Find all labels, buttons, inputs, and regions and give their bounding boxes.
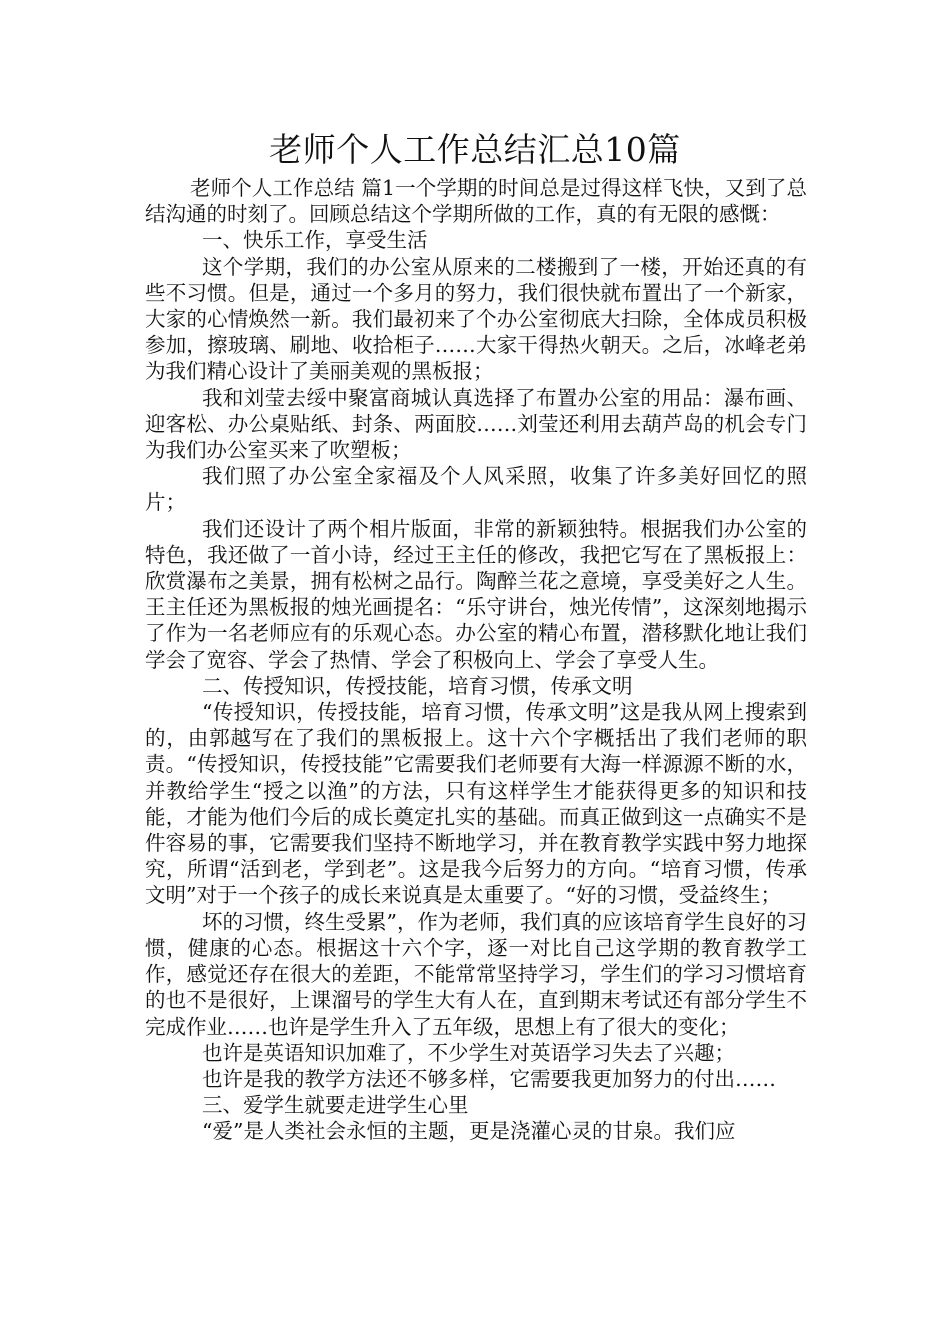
body-paragraph: 我们还设计了两个相片版面，非常的新颖独特。根据我们办公室的特色，我还做了一首小诗，经过王主任的修改，我把它写在了黑板报上：欣赏瀑布之美景，拥有松树之品行。陶醉兰花之意境，享受美好之人生。王主任还为黑板报的烛光画提名：“乐守讲台，烛光传情”，这深刻地揭示了作为一名老师应有的乐观心态。办公室的精心布置，潜移默化地让我们学会了宽容、学会了热情、学会了积极向上、学会了享受人生。	[145, 516, 807, 672]
body-paragraph: 我们照了办公室全家福及个人风采照，收集了许多美好回忆的照片；	[145, 464, 807, 515]
body-paragraph: 也许是我的教学方法还不够多样，它需要我更加努力的付出……	[202, 1066, 776, 1091]
body-paragraph: “传授知识，传授技能，培育习惯，传承文明”这是我从网上搜索到的，由郭越写在了我们的黑板报上。这十六个字概括出了我们老师的职责。“传授知识，传授技能”它需要我们老师要有大海一样源源不断的水，并教给学生“授之以渔”的方法，只有这样学生才能获得更多的知识和技能，才能为他们今后的成长奠定扎实的基础。而真正做到这一点确实不是件容易的事，它需要我们坚持不断地学习，并在教育教学实践中努力地探究，所谓“活到老，学到老”。这是我今后努力的方向。“培育习惯，传承文明”对于一个孩子的成长来说真是太重要了。“好的习惯，受益终生；	[145, 700, 807, 908]
page-title: 老师个人工作总结汇总10篇	[269, 130, 681, 169]
section-heading-3: 三、爱学生就要走进学生心里	[202, 1093, 469, 1118]
body-paragraph: “爱”是人类社会永恒的主题，更是浇灌心灵的甘泉。我们应	[202, 1119, 736, 1144]
document-body	[145, 175, 807, 1145]
body-paragraph: 这个学期，我们的办公室从原来的二楼搬到了一楼，开始还真的有些不习惯。但是，通过一个多月的努力，我们很快就布置出了一个新家，大家的心情焕然一新。我们最初来了个办公室彻底大扫除，全体成员积极参加，擦玻璃、刷地、收拾柜子……大家干得热火朝天。之后，冰峰老弟为我们精心设计了美丽美观的黑板报；	[145, 254, 807, 384]
body-paragraph: 坏的习惯，终生受累”，作为老师，我们真的应该培育学生良好的习惯，健康的心态。根据这十六个字，逐一对比自己这学期的教育教学工作，感觉还存在很大的差距，不能常常坚持学习，学生们的学习习惯培育的也不是很好，上课溜号的学生大有人在，直到期末考试还有部分学生不完成作业……也许是学生升入了五年级，思想上有了很大的变化；	[145, 909, 807, 1039]
intro-paragraph: 老师个人工作总结 篇1一个学期的时间总是过得这样飞快，又到了总结沟通的时刻了。回顾总结这个学期所做的工作，真的有无限的感慨：	[145, 176, 807, 227]
body-paragraph: 也许是英语知识加难了，不少学生对英语学习失去了兴趣；	[202, 1040, 735, 1065]
section-heading-2: 二、传授知识，传授技能，培育习惯，传承文明	[202, 673, 633, 698]
section-heading-1: 一、快乐工作，享受生活	[202, 228, 428, 253]
body-paragraph: 我和刘莹去绥中聚富商城认真选择了布置办公室的用品：瀑布画、迎客松、办公桌贴纸、封条、两面胶……刘莹还利用去葫芦岛的机会专门为我们办公室买来了吹塑板；	[145, 385, 807, 463]
